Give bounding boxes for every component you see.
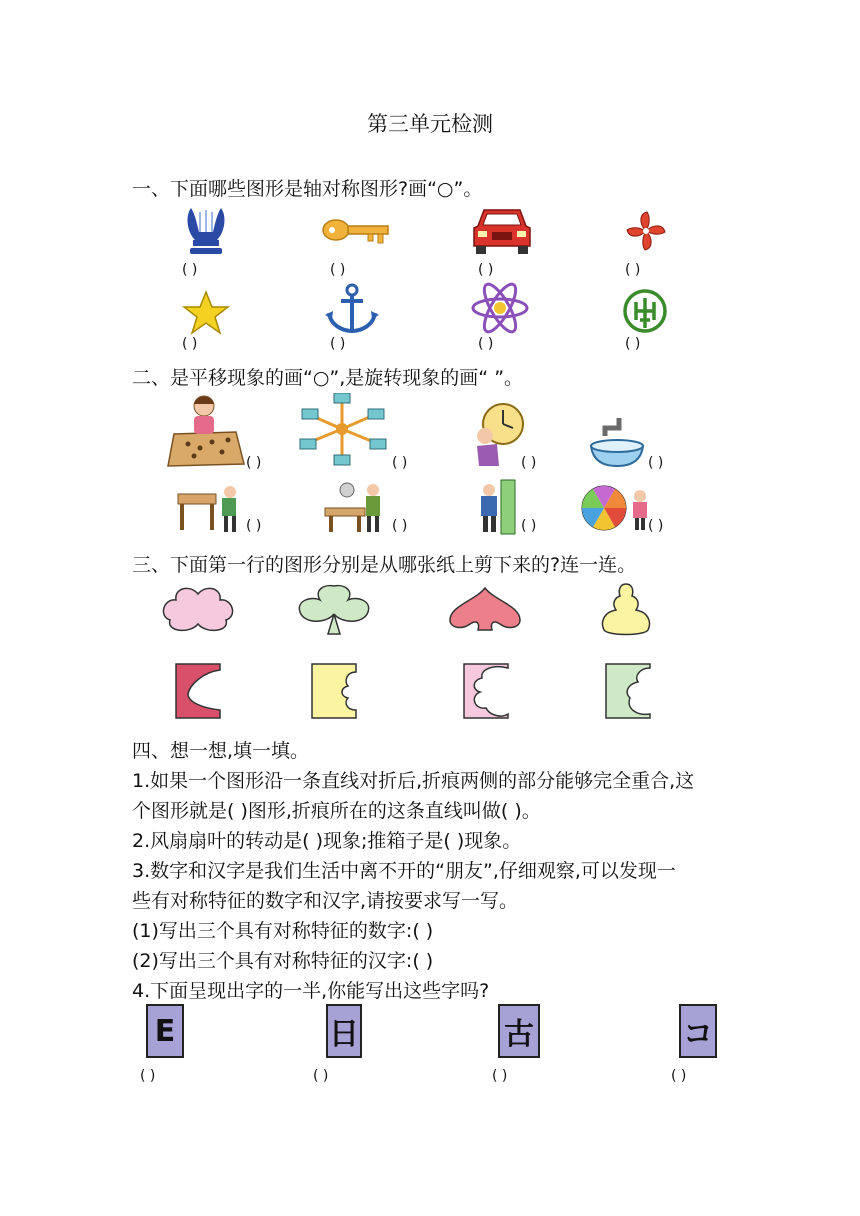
answer-paren[interactable]: ( ) <box>140 1068 156 1084</box>
answer-paren[interactable]: ( ) <box>648 518 664 534</box>
section4-heading: 四、想一想,填一填。 <box>132 740 310 762</box>
person-planing-wood <box>323 480 385 534</box>
question-4: 4.下面呈现出字的一半,你能写出这些字吗? <box>132 980 490 1002</box>
person-climbing-pole <box>475 478 521 536</box>
green-paper <box>604 662 652 720</box>
answer-paren[interactable]: ( ) <box>478 262 494 278</box>
bank-logo-icon <box>622 288 668 334</box>
child-adjusting-clock <box>471 402 527 468</box>
red-paper <box>174 662 222 720</box>
person-pushing-desk <box>176 484 244 534</box>
page-title: 第三单元检测 <box>367 112 493 136</box>
child-spinning-wheel <box>580 484 652 532</box>
question-3-line-2: 些有对称特征的数字和汉字,请按要求写一写。 <box>132 890 519 912</box>
gourd-shape <box>598 582 654 638</box>
question-3-sub-1: (1)写出三个具有对称特征的数字:( ) <box>132 920 434 942</box>
answer-paren[interactable]: ( ) <box>625 262 641 278</box>
answer-paren[interactable]: ( ) <box>492 1068 508 1084</box>
car-icon <box>472 204 532 256</box>
answer-paren[interactable]: ( ) <box>246 455 262 471</box>
question-3-sub-2: (2)写出三个具有对称特征的汉字:( ) <box>132 950 434 972</box>
answer-paren[interactable]: ( ) <box>478 336 494 352</box>
ferris-wheel-ride <box>296 393 390 467</box>
half-character-card: E <box>146 1004 184 1058</box>
lyre-icon <box>183 202 229 258</box>
answer-paren[interactable]: ( ) <box>671 1068 687 1084</box>
question-1-line-2: 个图形就是( )图形,折痕所在的这条直线叫做( )。 <box>132 800 541 822</box>
question-3-line-1: 3.数字和汉字是我们生活中离不开的“朋友”,仔细观察,可以发现一 <box>132 860 676 882</box>
atom-icon <box>470 282 530 334</box>
answer-paren[interactable]: ( ) <box>330 262 346 278</box>
question-2: 2.风扇扇叶的转动是( )现象;推箱子是( )现象。 <box>132 830 522 852</box>
spade-shape <box>446 586 524 634</box>
yellow-paper <box>310 662 358 720</box>
answer-paren[interactable]: ( ) <box>182 336 198 352</box>
half-character-card: 古 <box>498 1004 540 1058</box>
answer-paren[interactable]: ( ) <box>246 518 262 534</box>
section1-heading: 一、下面哪些图形是轴对称图形?画“○”。 <box>132 178 483 200</box>
answer-paren[interactable]: ( ) <box>521 518 537 534</box>
section2-heading: 二、是平移现象的画“○”,是旋转现象的画“ ”。 <box>132 367 524 389</box>
pink-paper <box>462 662 510 720</box>
answer-paren[interactable]: ( ) <box>392 518 408 534</box>
flower-shape <box>160 586 236 634</box>
star-icon <box>182 290 230 336</box>
club-shape <box>296 584 372 636</box>
anchor-icon <box>325 283 379 335</box>
answer-paren[interactable]: ( ) <box>392 455 408 471</box>
faucet-sink <box>589 416 645 468</box>
answer-paren[interactable]: ( ) <box>648 455 664 471</box>
half-character-card: コ <box>679 1004 717 1058</box>
question-1-line-1: 1.如果一个图形沿一条直线对折后,折痕两侧的部分能够完全重合,这 <box>132 770 695 792</box>
answer-paren[interactable]: ( ) <box>182 262 198 278</box>
answer-paren[interactable]: ( ) <box>521 455 537 471</box>
answer-paren[interactable]: ( ) <box>330 336 346 352</box>
section3-heading: 三、下面第一行的图形分别是从哪张纸上剪下来的?连一连。 <box>132 554 637 576</box>
answer-paren[interactable]: ( ) <box>313 1068 329 1084</box>
half-character-card: 日 <box>326 1004 362 1058</box>
child-playing-board-game <box>166 392 246 468</box>
pinwheel-icon <box>625 210 667 252</box>
key-icon <box>322 214 392 246</box>
answer-paren[interactable]: ( ) <box>625 336 641 352</box>
